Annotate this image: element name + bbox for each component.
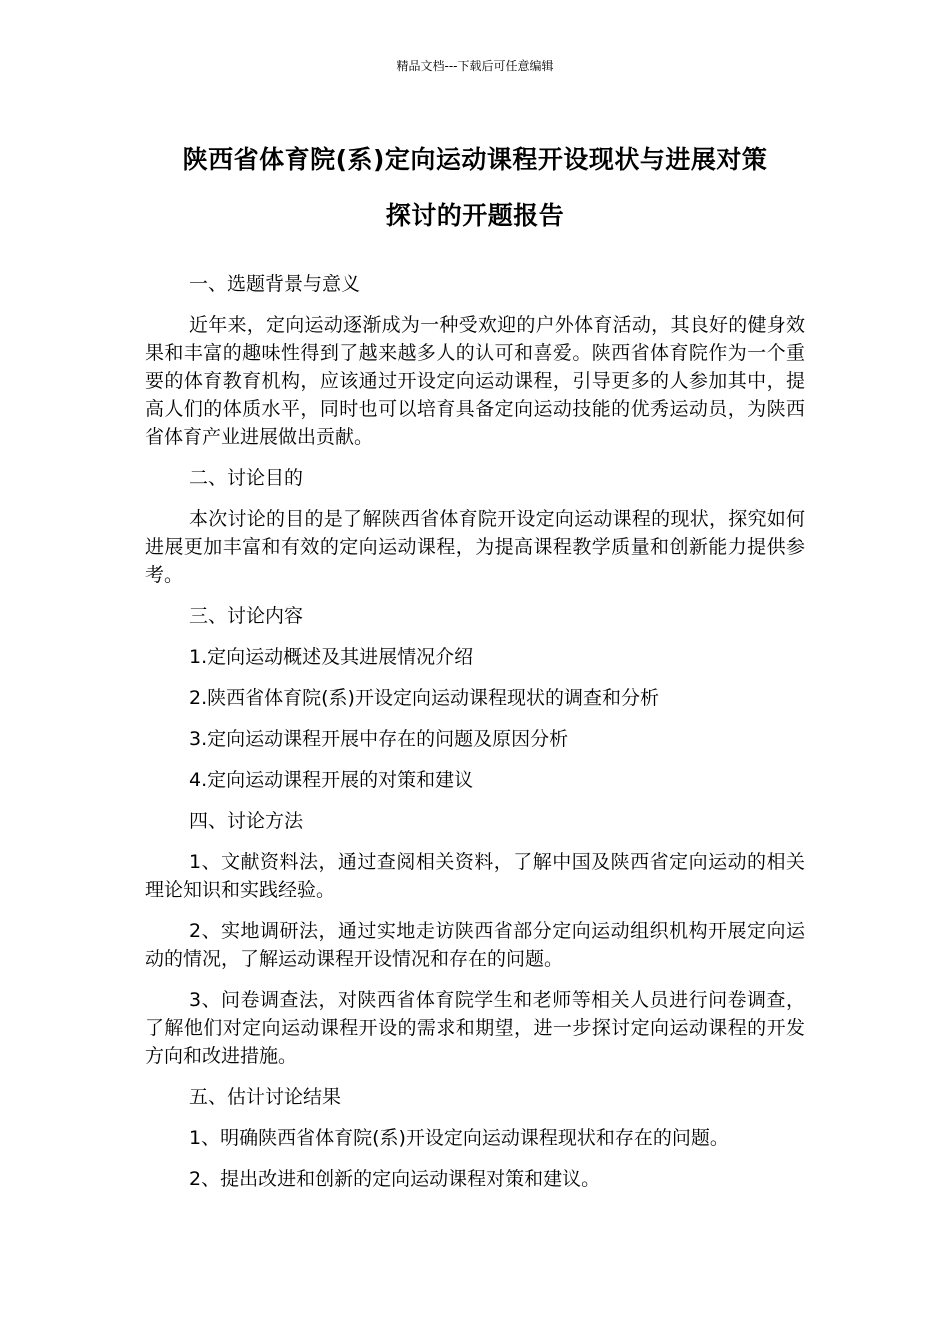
document-body [145, 270, 805, 1206]
method-item-2: 2、实地调研法，通过实地走访陕西省部分定向运动组织机构开展定向运动的情况，了解运动课程开设情况和存在的问题。 [145, 920, 805, 970]
paragraph-background: 近年来，定向运动逐渐成为一种受欢迎的户外体育活动，其良好的健身效果和丰富的趣味性得到了越来越多人的认可和喜爱。陕西省体育院作为一个重要的体育教育机构，应该通过开设定向运动课程，引导更多的人参加其中，提高人们的体质水平，同时也可以培育具备定向运动技能的优秀运动员，为陕西省体育产业进展做出贡献。 [145, 314, 805, 448]
title-line-2: 探讨的开题报告 [385, 201, 565, 230]
section-heading-results: 五、估计讨论结果 [189, 1086, 342, 1108]
content-item-1: 1.定向运动概述及其进展情况介绍 [189, 646, 474, 668]
method-item-1: 1、文献资料法，通过查阅相关资料，了解中国及陕西省定向运动的相关理论知识和实践经验。 [145, 851, 805, 901]
content-item-2: 2.陕西省体育院(系)开设定向运动课程现状的调查和分析 [189, 687, 659, 709]
page-header: 精品文档---下载后可任意编辑 [396, 59, 554, 73]
method-item-3: 3、问卷调查法，对陕西省体育院学生和老师等相关人员进行问卷调查，了解他们对定向运动课程开设的需求和期望，进一步探讨定向运动课程的开发方向和改进措施。 [145, 989, 805, 1067]
document-title [140, 132, 810, 244]
section-heading-content: 三、讨论内容 [189, 605, 304, 627]
section-heading-purpose: 二、讨论目的 [189, 467, 304, 489]
section-heading-background: 一、选题背景与意义 [189, 273, 361, 295]
result-item-2: 2、提出改进和创新的定向运动课程对策和建议。 [189, 1168, 601, 1190]
section-heading-methods: 四、讨论方法 [189, 810, 304, 832]
content-item-4: 4.定向运动课程开展的对策和建议 [189, 769, 474, 791]
result-item-1: 1、明确陕西省体育院(系)开设定向运动课程现状和存在的问题。 [189, 1127, 729, 1149]
content-item-3: 3.定向运动课程开展中存在的问题及原因分析 [189, 728, 569, 750]
paragraph-purpose: 本次讨论的目的是了解陕西省体育院开设定向运动课程的现状，探究如何进展更加丰富和有效的定向运动课程，为提高课程教学质量和创新能力提供参考。 [145, 508, 805, 586]
title-line-1: 陕西省体育院(系)定向运动课程开设现状与进展对策 [182, 145, 768, 174]
